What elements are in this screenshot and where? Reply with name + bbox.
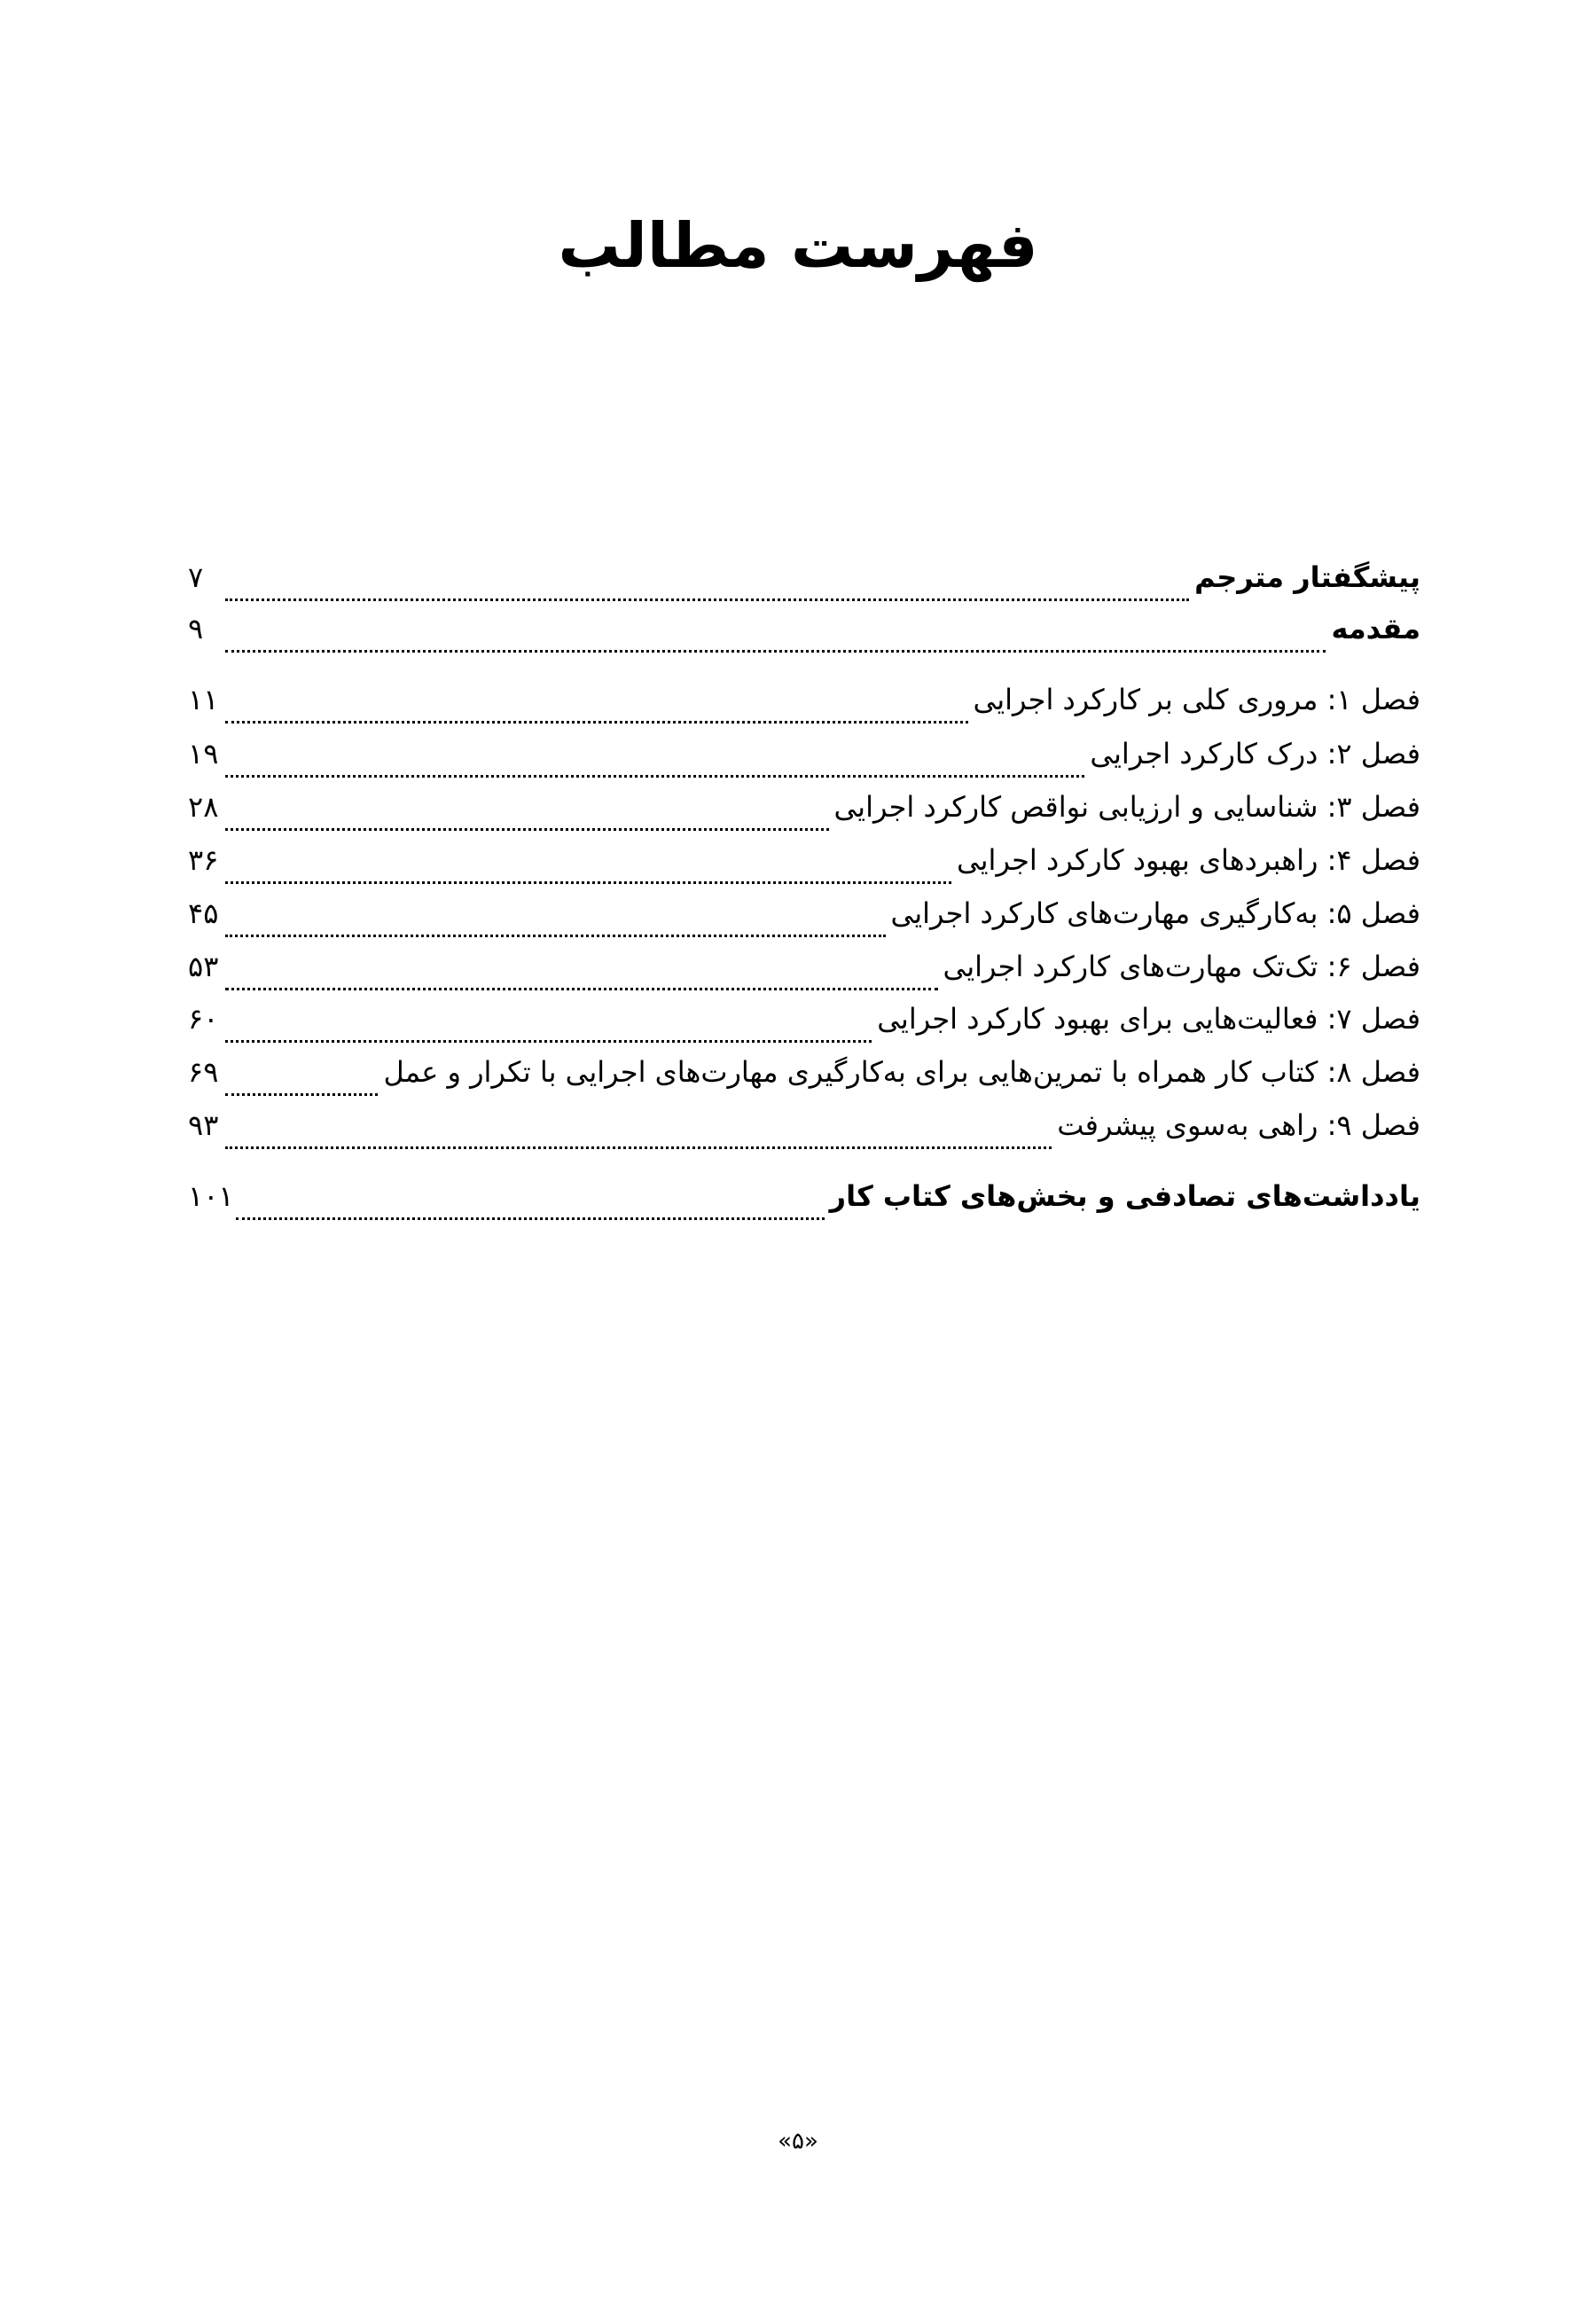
- toc-entry: [188, 1002, 1420, 1055]
- page-number-footer: «۵»: [778, 2128, 818, 2155]
- toc-entry-title: مقدمه: [1331, 612, 1420, 645]
- toc-entry: [188, 612, 1420, 665]
- toc-page-number: ۴۵: [188, 896, 219, 930]
- toc-entry-title: فصل ۲: درک کارکرد اجرایی: [1090, 737, 1420, 771]
- toc-page-number: ۶۹: [188, 1055, 219, 1089]
- toc-entry: [188, 950, 1420, 1003]
- toc-page-number: ۳۶: [188, 843, 219, 877]
- toc-entry: [188, 1179, 1420, 1232]
- toc-page-number: ۲۸: [188, 790, 219, 824]
- toc-page-number: ۵۳: [188, 950, 219, 983]
- toc-entry: [188, 560, 1420, 614]
- toc-leader: [225, 721, 968, 724]
- toc-entry-title: فصل ۱: مروری کلی بر کارکرد اجرایی: [973, 683, 1420, 716]
- toc-page-number: ۹۳: [188, 1108, 219, 1142]
- toc-entry: [188, 790, 1420, 843]
- toc-leader: [225, 1093, 378, 1096]
- toc-entry-title: فصل ۸: کتاب کار همراه با تمرین‌هایی برای به‌کارگیری مهارت‌های اجرایی با تکرار و عمل: [383, 1055, 1420, 1089]
- toc-entry-title: فصل ۷: فعالیت‌هایی برای بهبود کارکرد اجرایی: [877, 1002, 1420, 1036]
- toc-page-number: ۱۱: [188, 683, 219, 716]
- toc-entry: [188, 896, 1420, 950]
- toc-entry: [188, 683, 1420, 736]
- toc-page-number: ۱۰۱: [188, 1179, 234, 1213]
- toc-page-number: ۶۰: [188, 1002, 219, 1036]
- toc-entry-title: فصل ۳: شناسایی و ارزیابی نواقص کارکرد اجرایی: [833, 790, 1420, 824]
- toc-entry: [188, 737, 1420, 790]
- toc-leader: [236, 1217, 825, 1220]
- toc-leader: [225, 1040, 872, 1043]
- toc-page-number: ۹: [188, 612, 204, 645]
- toc-leader: [225, 1146, 1052, 1149]
- toc-entry-title: پیشگفتار مترجم: [1194, 560, 1420, 594]
- page-title: فهرست مطالب: [558, 209, 1038, 282]
- toc-leader: [225, 988, 938, 990]
- toc-leader: [225, 775, 1084, 778]
- toc-entry-title: فصل ۹: راهی به‌سوی پیشرفت: [1057, 1108, 1420, 1142]
- toc-leader: [225, 650, 1326, 653]
- toc-leader: [225, 598, 1189, 601]
- toc-entry: [188, 843, 1420, 896]
- toc-entry: [188, 1055, 1420, 1108]
- toc-page-number: ۱۹: [188, 737, 219, 771]
- toc-leader: [225, 881, 951, 884]
- toc-leader: [225, 935, 886, 937]
- toc-entry-title: فصل ۶: تک‌تک مهارت‌های کارکرد اجرایی: [943, 950, 1420, 983]
- toc-entry-title: فصل ۵: به‌کارگیری مهارت‌های کارکرد اجرایی: [890, 896, 1420, 930]
- toc-entry-title: یادداشت‌های تصادفی و بخش‌های کتاب کار: [829, 1179, 1420, 1213]
- toc-leader: [225, 828, 829, 831]
- toc-entry-title: فصل ۴: راهبردهای بهبود کارکرد اجرایی: [956, 843, 1420, 877]
- toc-entry: [188, 1108, 1420, 1162]
- toc-page-number: ۷: [188, 560, 204, 594]
